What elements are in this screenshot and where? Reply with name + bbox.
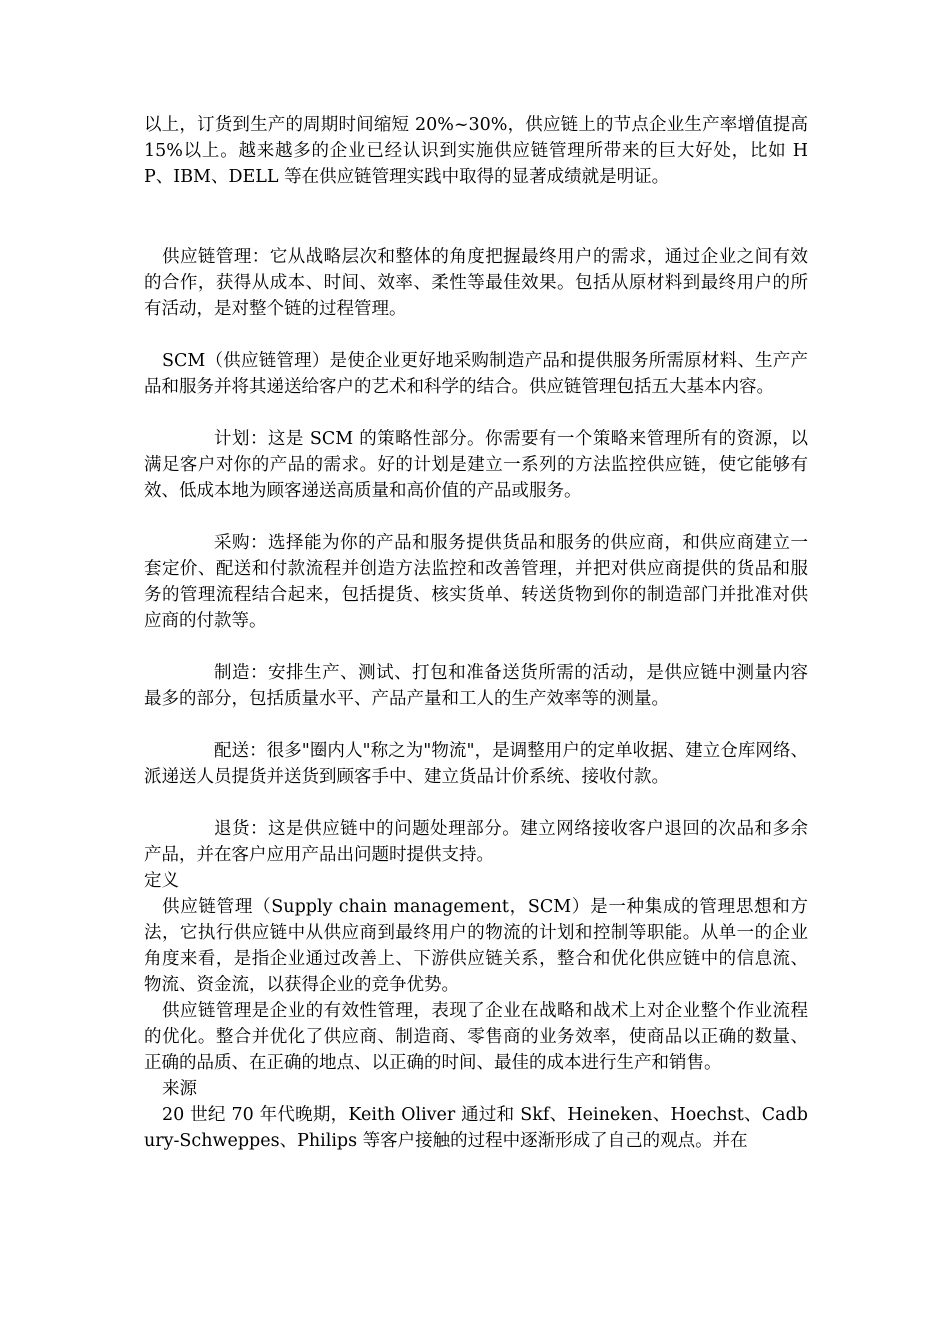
paragraph-source: 采购：选择能为你的产品和服务提供货品和服务的供应商，和供应商建立一套定价、配送和付款流程并创造方法监控和改善管理，并把对供应商提供的货品和服务的管理流程结合起来，包括提货、核实货单、转送货物到你的制造部门并批准对供应商的付款等。: [144, 533, 808, 631]
paragraph-scm-definition: SCM（供应链管理）是使企业更好地采购制造产品和提供服务所需原材料、生产产品和服务并将其递送给客户的艺术和科学的结合。供应链管理包括五大基本内容。: [144, 351, 808, 397]
paragraph-definition-1: 供应链管理（Supply chain management，SCM）是一种集成的管理思想和方法，它执行供应链中从供应商到最终用户的物流的计划和控制等职能。从单一的企业角度来看，是指企业通过改善上、下游供应链关系，整合和优化供应链中的信息流、物流、资金流，以获得企业的竞争优势。: [144, 897, 808, 995]
paragraph-return: 退货：这是供应链中的问题处理部分。建立网络接收客户退回的次品和多余产品，并在客户应用产品出问题时提供支持。: [144, 819, 808, 865]
paragraph-make: 制造：安排生产、测试、打包和准备送货所需的活动，是供应链中测量内容最多的部分，包括质量水平、产品产量和工人的生产效率等的测量。: [144, 663, 808, 709]
paragraph-scm-overview: 供应链管理：它从战略层次和整体的角度把握最终用户的需求，通过企业之间有效的合作，获得从成本、时间、效率、柔性等最佳效果。包括从原材料到最终用户的所有活动，是对整个链的过程管理。: [144, 247, 808, 319]
section-heading-origin: 来源: [162, 1079, 197, 1099]
section-heading-definition: 定义: [144, 871, 179, 891]
paragraph-deliver: 配送：很多"圈内人"称之为"物流"，是调整用户的定单收据、建立仓库网络、派递送人员提货并送货到顾客手中、建立货品计价系统、接收付款。: [144, 741, 808, 787]
document-page: [144, 112, 808, 1154]
paragraph-plan: 计划：这是 SCM 的策略性部分。你需要有一个策略来管理所有的资源，以满足客户对你的产品的需求。好的计划是建立一系列的方法监控供应链，使它能够有效、低成本地为顾客递送高质量和高价值的产品或服务。: [144, 429, 808, 501]
paragraph-origin: 20 世纪 70 年代晚期，Keith Oliver 通过和 Skf、Heineken、Hoechst、Cadbury-Schweppes、Philips 等客户接触的过程中逐渐形成了自己的观点。并在: [144, 1105, 808, 1151]
paragraph-intro: 以上，订货到生产的周期时间缩短 20%~30%，供应链上的节点企业生产率增值提高 15%以上。越来越多的企业已经认识到实施供应链管理所带来的巨大好处，比如 HP、IBM、DELL 等在供应链管理实践中取得的显著成绩就是明证。: [144, 115, 808, 187]
paragraph-definition-2: 供应链管理是企业的有效性管理，表现了企业在战略和战术上对企业整个作业流程的优化。整合并优化了供应商、制造商、零售商的业务效率，使商品以正确的数量、正确的品质、在正确的地点、以正确的时间、最佳的成本进行生产和销售。: [144, 1001, 808, 1073]
